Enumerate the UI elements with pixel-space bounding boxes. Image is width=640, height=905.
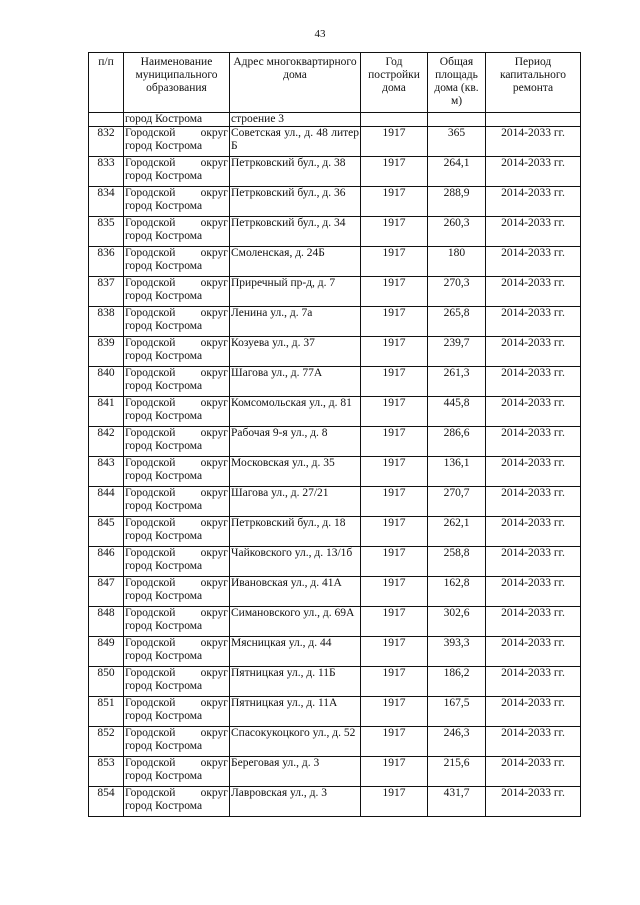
continuation-name: город Кострома — [124, 113, 230, 127]
cell-area: 262,1 — [428, 517, 486, 547]
cell-area: 365 — [428, 127, 486, 157]
cell-period: 2014-2033 гг. — [486, 217, 581, 247]
continuation-num — [89, 113, 124, 127]
cell-area: 270,3 — [428, 277, 486, 307]
table-row — [89, 787, 581, 817]
cell-period: 2014-2033 гг. — [486, 487, 581, 517]
cell-address: Шагова ул., д. 77А — [230, 367, 361, 397]
cell-area: 393,3 — [428, 637, 486, 667]
cell-period: 2014-2033 гг. — [486, 427, 581, 457]
cell-num: 841 — [89, 397, 124, 427]
cell-municipality: Городской округ город Кострома — [124, 427, 230, 457]
cell-municipality: Городской округ город Кострома — [124, 607, 230, 637]
table-row — [89, 397, 581, 427]
cell-address: Пятницкая ул., д. 11А — [230, 697, 361, 727]
cell-num: 850 — [89, 667, 124, 697]
cell-period: 2014-2033 гг. — [486, 667, 581, 697]
cell-num: 845 — [89, 517, 124, 547]
cell-num: 832 — [89, 127, 124, 157]
table-row — [89, 487, 581, 517]
cell-year: 1917 — [361, 307, 428, 337]
cell-period: 2014-2033 гг. — [486, 697, 581, 727]
cell-period: 2014-2033 гг. — [486, 637, 581, 667]
cell-year: 1917 — [361, 607, 428, 637]
cell-year: 1917 — [361, 217, 428, 247]
table-row — [89, 217, 581, 247]
cell-address: Петрковский бул., д. 38 — [230, 157, 361, 187]
cell-municipality: Городской округ город Кострома — [124, 487, 230, 517]
cell-num: 848 — [89, 607, 124, 637]
table-body — [89, 113, 581, 817]
cell-num: 852 — [89, 727, 124, 757]
cell-municipality: Городской округ город Кострома — [124, 277, 230, 307]
table-row — [89, 367, 581, 397]
cell-num: 851 — [89, 697, 124, 727]
cell-address: Петрковский бул., д. 18 — [230, 517, 361, 547]
cell-period: 2014-2033 гг. — [486, 127, 581, 157]
table-row — [89, 157, 581, 187]
table-row — [89, 667, 581, 697]
cell-area: 265,8 — [428, 307, 486, 337]
table-row — [89, 697, 581, 727]
cell-period: 2014-2033 гг. — [486, 727, 581, 757]
cell-area: 136,1 — [428, 457, 486, 487]
cell-num: 838 — [89, 307, 124, 337]
cell-period: 2014-2033 гг. — [486, 397, 581, 427]
header-row — [89, 53, 581, 113]
cell-year: 1917 — [361, 277, 428, 307]
cell-area: 180 — [428, 247, 486, 277]
table-row — [89, 247, 581, 277]
cell-year: 1917 — [361, 787, 428, 817]
cell-address: Симановского ул., д. 69А — [230, 607, 361, 637]
cell-municipality: Городской округ город Кострома — [124, 727, 230, 757]
cell-year: 1917 — [361, 457, 428, 487]
cell-year: 1917 — [361, 157, 428, 187]
cell-year: 1917 — [361, 397, 428, 427]
cell-num: 847 — [89, 577, 124, 607]
cell-address: Козуева ул., д. 37 — [230, 337, 361, 367]
cell-num: 835 — [89, 217, 124, 247]
table-row — [89, 517, 581, 547]
cell-num: 843 — [89, 457, 124, 487]
cell-municipality: Городской округ город Кострома — [124, 397, 230, 427]
cell-area: 186,2 — [428, 667, 486, 697]
table-row — [89, 337, 581, 367]
cell-year: 1917 — [361, 247, 428, 277]
cell-area: 286,6 — [428, 427, 486, 457]
table-row — [89, 607, 581, 637]
cell-address: Чайковского ул., д. 13/1б — [230, 547, 361, 577]
cell-municipality: Городской округ город Кострома — [124, 457, 230, 487]
cell-area: 162,8 — [428, 577, 486, 607]
cell-year: 1917 — [361, 187, 428, 217]
cell-period: 2014-2033 гг. — [486, 277, 581, 307]
cell-address: Приречный пр-д, д. 7 — [230, 277, 361, 307]
cell-address: Комсомольская ул., д. 81 — [230, 397, 361, 427]
table-row — [89, 757, 581, 787]
cell-municipality: Городской округ город Кострома — [124, 757, 230, 787]
cell-area: 270,7 — [428, 487, 486, 517]
cell-municipality: Городской округ город Кострома — [124, 307, 230, 337]
table-row — [89, 457, 581, 487]
cell-address: Ивановская ул., д. 41А — [230, 577, 361, 607]
cell-municipality: Городской округ город Кострома — [124, 157, 230, 187]
cell-area: 431,7 — [428, 787, 486, 817]
cell-municipality: Городской округ город Кострома — [124, 787, 230, 817]
cell-municipality: Городской округ город Кострома — [124, 637, 230, 667]
header-name: Наименование муниципального образования — [124, 53, 230, 113]
cell-area: 167,5 — [428, 697, 486, 727]
cell-area: 288,9 — [428, 187, 486, 217]
cell-period: 2014-2033 гг. — [486, 307, 581, 337]
cell-area: 445,8 — [428, 397, 486, 427]
table-row — [89, 277, 581, 307]
cell-year: 1917 — [361, 127, 428, 157]
header-period: Период капитального ремонта — [486, 53, 581, 113]
cell-num: 839 — [89, 337, 124, 367]
page-number: 43 — [314, 28, 326, 40]
cell-year: 1917 — [361, 337, 428, 367]
cell-area: 215,6 — [428, 757, 486, 787]
cell-period: 2014-2033 гг. — [486, 247, 581, 277]
cell-municipality: Городской округ город Кострома — [124, 337, 230, 367]
cell-municipality: Городской округ город Кострома — [124, 697, 230, 727]
cell-area: 239,7 — [428, 337, 486, 367]
cell-address: Спасокукоцкого ул., д. 52 — [230, 727, 361, 757]
table-row — [89, 127, 581, 157]
cell-period: 2014-2033 гг. — [486, 457, 581, 487]
cell-area: 261,3 — [428, 367, 486, 397]
header-num: п/п — [89, 53, 124, 113]
cell-year: 1917 — [361, 727, 428, 757]
cell-address: Пятницкая ул., д. 11Б — [230, 667, 361, 697]
cell-municipality: Городской округ город Кострома — [124, 547, 230, 577]
cell-address: Рабочая 9-я ул., д. 8 — [230, 427, 361, 457]
cell-address: Московская ул., д. 35 — [230, 457, 361, 487]
continuation-period — [486, 113, 581, 127]
continuation-area — [428, 113, 486, 127]
housing-registry-table — [88, 52, 581, 817]
cell-period: 2014-2033 гг. — [486, 517, 581, 547]
cell-period: 2014-2033 гг. — [486, 607, 581, 637]
cell-municipality: Городской округ город Кострома — [124, 367, 230, 397]
cell-num: 849 — [89, 637, 124, 667]
continuation-year — [361, 113, 428, 127]
cell-num: 836 — [89, 247, 124, 277]
continuation-address: строение 3 — [230, 113, 361, 127]
header-address: Адрес многоквартирного дома — [230, 53, 361, 113]
header-year: Год постройки дома — [361, 53, 428, 113]
cell-year: 1917 — [361, 517, 428, 547]
cell-num: 833 — [89, 157, 124, 187]
cell-year: 1917 — [361, 367, 428, 397]
cell-period: 2014-2033 гг. — [486, 787, 581, 817]
cell-address: Береговая ул., д. 3 — [230, 757, 361, 787]
cell-year: 1917 — [361, 547, 428, 577]
continuation-row — [89, 113, 581, 127]
cell-area: 246,3 — [428, 727, 486, 757]
cell-area: 264,1 — [428, 157, 486, 187]
cell-address: Мясницкая ул., д. 44 — [230, 637, 361, 667]
cell-year: 1917 — [361, 667, 428, 697]
table-row — [89, 637, 581, 667]
table-row — [89, 187, 581, 217]
cell-address: Ленина ул., д. 7а — [230, 307, 361, 337]
table-row — [89, 577, 581, 607]
cell-num: 846 — [89, 547, 124, 577]
cell-address: Петрковский бул., д. 36 — [230, 187, 361, 217]
cell-num: 834 — [89, 187, 124, 217]
cell-period: 2014-2033 гг. — [486, 367, 581, 397]
table-row — [89, 727, 581, 757]
cell-year: 1917 — [361, 427, 428, 457]
cell-municipality: Городской округ город Кострома — [124, 667, 230, 697]
table-row — [89, 307, 581, 337]
cell-address: Шагова ул., д. 27/21 — [230, 487, 361, 517]
cell-num: 844 — [89, 487, 124, 517]
cell-municipality: Городской округ город Кострома — [124, 217, 230, 247]
cell-num: 853 — [89, 757, 124, 787]
cell-area: 260,3 — [428, 217, 486, 247]
cell-period: 2014-2033 гг. — [486, 757, 581, 787]
cell-period: 2014-2033 гг. — [486, 157, 581, 187]
cell-address: Петрковский бул., д. 34 — [230, 217, 361, 247]
cell-address: Лавровская ул., д. 3 — [230, 787, 361, 817]
cell-municipality: Городской округ город Кострома — [124, 517, 230, 547]
header-area: Общая площадь дома (кв. м) — [428, 53, 486, 113]
cell-municipality: Городской округ город Кострома — [124, 247, 230, 277]
cell-num: 854 — [89, 787, 124, 817]
cell-num: 837 — [89, 277, 124, 307]
cell-area: 302,6 — [428, 607, 486, 637]
cell-year: 1917 — [361, 757, 428, 787]
table-row — [89, 547, 581, 577]
cell-period: 2014-2033 гг. — [486, 337, 581, 367]
cell-address: Советская ул., д. 48 литер Б — [230, 127, 361, 157]
cell-year: 1917 — [361, 637, 428, 667]
cell-num: 840 — [89, 367, 124, 397]
table-row — [89, 427, 581, 457]
cell-area: 258,8 — [428, 547, 486, 577]
cell-period: 2014-2033 гг. — [486, 547, 581, 577]
cell-year: 1917 — [361, 697, 428, 727]
cell-municipality: Городской округ город Кострома — [124, 577, 230, 607]
cell-period: 2014-2033 гг. — [486, 187, 581, 217]
cell-period: 2014-2033 гг. — [486, 577, 581, 607]
cell-year: 1917 — [361, 577, 428, 607]
cell-address: Смоленская, д. 24Б — [230, 247, 361, 277]
cell-num: 842 — [89, 427, 124, 457]
cell-municipality: Городской округ город Кострома — [124, 127, 230, 157]
cell-year: 1917 — [361, 487, 428, 517]
table-header — [89, 53, 581, 113]
cell-municipality: Городской округ город Кострома — [124, 187, 230, 217]
